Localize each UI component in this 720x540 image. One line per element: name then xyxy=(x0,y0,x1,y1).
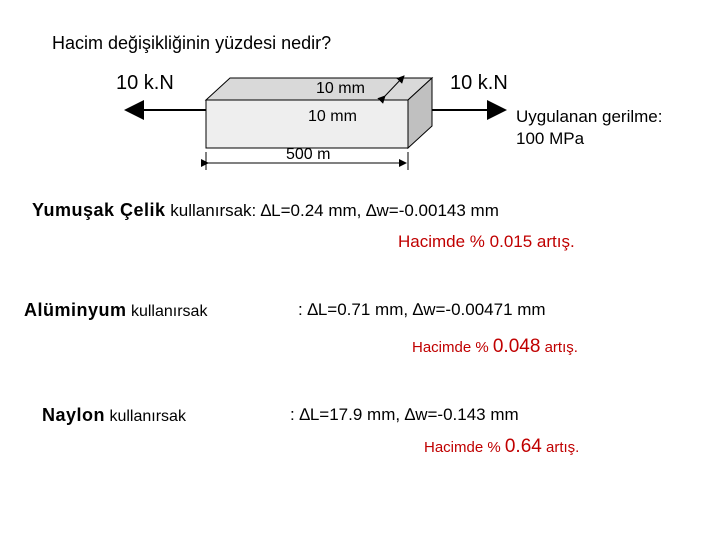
material-suffix: kullanırsak xyxy=(126,303,208,320)
volume-value: 0.64 xyxy=(504,436,542,457)
volume-prefix: Hacimde % xyxy=(398,232,490,251)
deformation-result: ∆L=0.24 mm, ∆w=-0.00143 mm xyxy=(260,201,499,220)
applied-stress xyxy=(516,106,716,150)
applied-stress-value: 100 MPa xyxy=(516,129,585,148)
volume-suffix: artış. xyxy=(540,339,578,356)
volume-suffix: artış. xyxy=(532,232,575,251)
question-title: Hacim değişikliğinin yüzdesi nedir? xyxy=(52,33,332,53)
specimen-diagram xyxy=(0,0,720,200)
thickness-label: 10 mm xyxy=(316,80,365,97)
force-right-label: 10 k.N xyxy=(450,72,508,94)
volume-prefix: Hacimde % xyxy=(412,339,493,356)
case-nylon xyxy=(42,405,186,426)
material-name: Alüminyum xyxy=(24,300,127,320)
volume-prefix: Hacimde % xyxy=(424,439,505,456)
deformation-result-nylon: : ∆L=17.9 mm, ∆w=-0.143 mm xyxy=(290,405,519,424)
volume-value: 0.015 xyxy=(489,232,533,251)
volume-change-nylon xyxy=(424,436,579,458)
material-suffix: kullanırsak: xyxy=(165,201,257,220)
applied-stress-label: Uygulanan gerilme: xyxy=(516,107,663,126)
force-left-label: 10 k.N xyxy=(116,72,174,94)
material-name: Yumuşak Çelik xyxy=(32,200,166,220)
block-front-face xyxy=(206,100,408,148)
volume-change-steel xyxy=(398,232,575,252)
volume-change-aluminum xyxy=(412,336,578,358)
volume-suffix: artış. xyxy=(541,439,580,456)
width-label: 10 mm xyxy=(308,108,357,125)
deformation-result-aluminum: : ∆L=0.71 mm, ∆w=-0.00471 mm xyxy=(298,300,546,319)
length-label: 500 m xyxy=(286,146,331,163)
volume-value: 0.048 xyxy=(492,336,541,357)
case-aluminum xyxy=(24,300,207,321)
material-name: Naylon xyxy=(42,405,106,425)
case-steel xyxy=(32,200,499,221)
material-suffix: kullanırsak xyxy=(105,408,186,425)
